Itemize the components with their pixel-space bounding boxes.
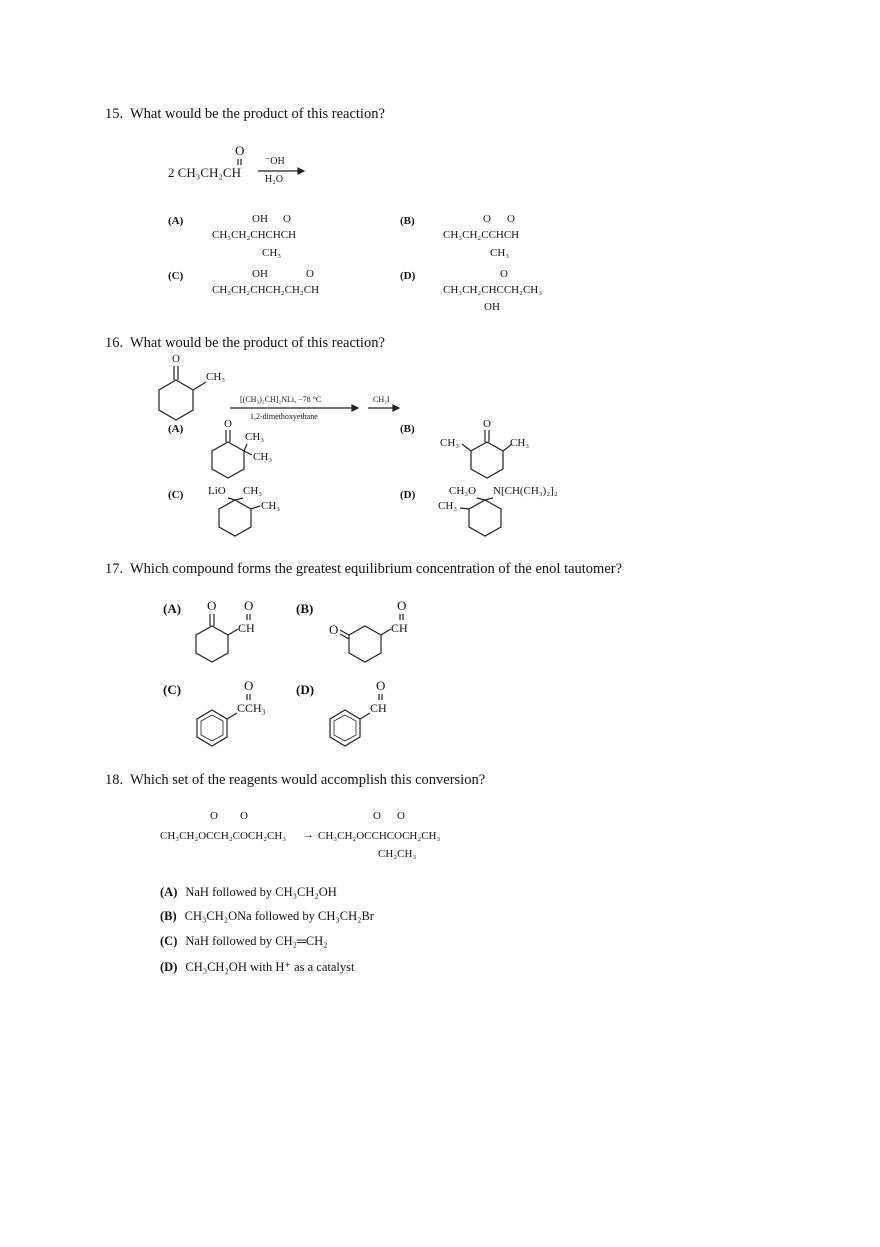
- carbonyl-oxygen: O: [483, 418, 491, 430]
- option-label: (B): [160, 909, 177, 923]
- carbonyl-oxygen: O: [210, 810, 218, 822]
- option-b-label: (B): [400, 215, 415, 227]
- option-a-label: (A): [163, 601, 182, 616]
- methyl-substituent: CH₃: [261, 500, 281, 512]
- option-text: NaH followed by CH₂═CH₂: [185, 934, 328, 948]
- methyl-substituent: CH₃: [438, 500, 458, 512]
- option-label: (C): [160, 934, 178, 948]
- carbonyl-oxygen: O: [224, 418, 232, 430]
- question-17-number: 17.: [105, 561, 124, 577]
- methyl-branch: CH₃: [490, 247, 510, 259]
- option-a-formula: CH₃CH₂CHCHCH: [212, 229, 297, 241]
- option-b-formula: CH₃CH₂CCHCH: [443, 229, 520, 241]
- reagent-methyl-iodide: CH₃I: [373, 395, 390, 404]
- carbonyl-oxygen: O: [373, 810, 381, 822]
- carbonyl-oxygen: O: [240, 810, 248, 822]
- option-b-label: (B): [400, 423, 415, 435]
- carbonyl-oxygen: O: [507, 213, 515, 225]
- carbonyl-oxygen: O: [235, 143, 245, 158]
- question-17-text: Which compound forms the greatest equilibrium concentration of the enol tautomer?: [130, 561, 623, 577]
- option-a: [160, 886, 337, 899]
- question-15-text: What would be the product of this reaction?: [130, 106, 385, 122]
- carbonyl-oxygen: O: [483, 213, 491, 225]
- option-text: CH₃CH₂ONa followed by CH₃CH₂Br: [184, 909, 374, 923]
- aldehyde-group: CH: [391, 621, 408, 635]
- reagent-lda: [(CH₃)₂CH]₂NLi, −78 °C: [240, 395, 322, 404]
- option-label: (A): [160, 885, 178, 899]
- methyl-substituent: CH₃: [510, 437, 530, 449]
- option-text: CH₃CH₂OH with H⁺ as a catalyst: [185, 960, 355, 974]
- hydroxyl-group: OH: [252, 268, 268, 280]
- cyclohexanone-ring: [159, 366, 206, 420]
- reagent-solvent: 1,2-dimethoxyethane: [250, 412, 318, 421]
- carbonyl-double-bond: [247, 694, 250, 700]
- carbonyl-double-bond: [247, 614, 250, 620]
- reactant-formula: 2 CH₃CH₂CH: [168, 165, 241, 180]
- carbonyl-oxygen: O: [500, 268, 508, 280]
- methyl-substituent: CH₃: [243, 485, 263, 497]
- option-c-label: (C): [168, 270, 184, 282]
- hydroxyl-group: OH: [484, 301, 500, 313]
- reaction-arrow: →: [303, 829, 314, 841]
- methyl-substituent: CH₃: [245, 431, 265, 443]
- methyl-branch: CH₃: [262, 247, 282, 259]
- option-b-label: (B): [296, 601, 314, 616]
- question-15-number: 15.: [105, 106, 124, 122]
- option-d-formula: CH₃CH₂CHCCH₂CH₃: [443, 284, 543, 296]
- carbonyl-oxygen: O: [207, 598, 217, 613]
- carbonyl-oxygen: O: [397, 810, 405, 822]
- methoxy-group: CH₃O: [449, 485, 477, 497]
- aldehyde-group: CH: [238, 621, 255, 635]
- option-c-formula: CH₃CH₂CHCH₂CH₂CH: [212, 284, 320, 296]
- reagent-hydroxide: ⁻OH: [265, 156, 285, 167]
- option-c-label: (C): [163, 682, 182, 697]
- carbonyl-oxygen: O: [397, 598, 407, 613]
- question-16-number: 16.: [105, 335, 124, 351]
- carbonyl-double-bond: [400, 614, 403, 620]
- option-label: (D): [160, 960, 178, 974]
- option-text: NaH followed by CH₃CH₂OH: [185, 885, 337, 899]
- question-18-text: Which set of the reagents would accomplish this conversion?: [130, 772, 486, 788]
- question-16-text: What would be the product of this reaction?: [130, 335, 385, 351]
- ethyl-branch: CH₂CH₃: [378, 848, 417, 860]
- option-d: [160, 961, 354, 974]
- carbonyl-oxygen: O: [306, 268, 314, 280]
- option-b: [160, 910, 374, 923]
- carbonyl-oxygen: O: [244, 678, 254, 693]
- lithium-alkoxide: LiO: [208, 485, 226, 497]
- methyl-substituent: CH₃: [206, 371, 226, 383]
- diisopropylamino-group: N[CH(CH₃)₂]₂: [493, 485, 558, 497]
- aldehyde-group: CH: [370, 701, 387, 715]
- carbonyl-oxygen: O: [172, 353, 180, 365]
- reagent-water: H₂O: [265, 174, 283, 185]
- methyl-substituent: CH₃: [253, 451, 273, 463]
- option-d-label: (D): [296, 682, 315, 697]
- carbonyl-oxygen: O: [283, 213, 291, 225]
- product-formula: CH₃CH₂OCCHCOCH₂CH₃: [318, 830, 441, 842]
- option-d-label: (D): [400, 489, 416, 501]
- option-c-label: (C): [168, 489, 184, 501]
- methyl-substituent: CH₃: [440, 437, 460, 449]
- option-c: [160, 935, 328, 948]
- option-d-label: (D): [400, 270, 416, 282]
- carbonyl-oxygen: O: [376, 678, 386, 693]
- option-a-label: (A): [168, 423, 184, 435]
- reactant-formula: CH₃CH₂OCCH₂COCH₂CH₃: [160, 830, 287, 842]
- question-18-number: 18.: [105, 772, 124, 788]
- carbonyl-oxygen: O: [329, 622, 339, 637]
- carbonyl-oxygen: O: [244, 598, 254, 613]
- option-a-label: (A): [168, 215, 184, 227]
- acetyl-group: CCH₃: [237, 701, 266, 715]
- carbonyl-double-bond: [379, 694, 382, 700]
- hydroxyl-group: OH: [252, 213, 268, 225]
